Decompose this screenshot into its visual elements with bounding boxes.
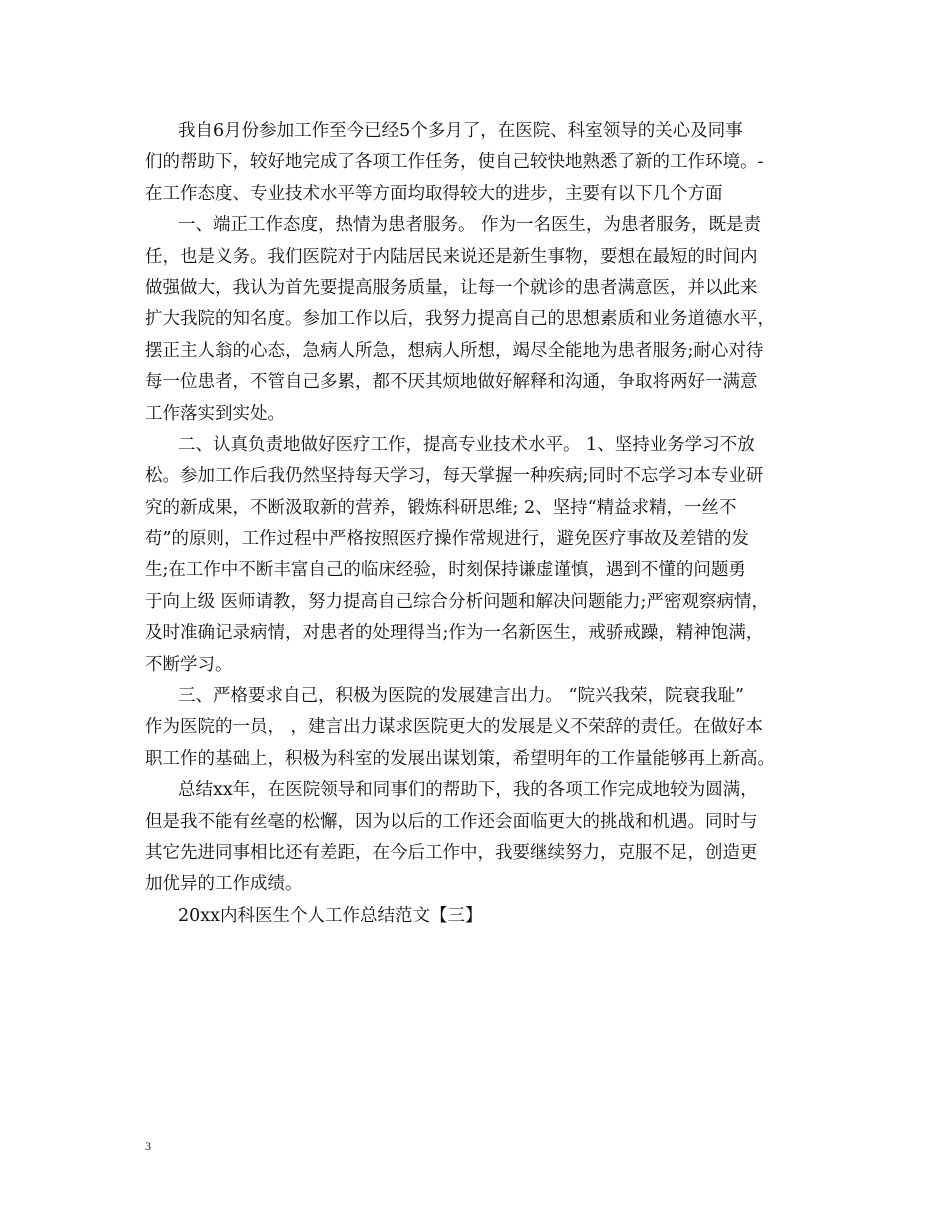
paragraph-2-line-1: 一、端正工作态度，热情为患者服务。 作为一名医生，为患者服务，既是责 xyxy=(178,215,762,236)
paragraph-4-line-2: 作为医院的一员， ，建言出力谋求医院更大的发展是义不荣辞的责任。在做好本 xyxy=(145,717,764,738)
section-heading: 20xx内科医生个人工作总结范文【三】 xyxy=(178,905,483,926)
paragraph-3-line-1: 二、认真负责地做好医疗工作，提高专业技术水平。 1、坚持业务学习不放 xyxy=(178,434,755,455)
paragraph-2-line-4: 扩大我院的知名度。参加工作以后，我努力提高自己的思想素质和业务道德水平， xyxy=(145,309,775,330)
paragraph-3-line-3: 究的新成果，不断汲取新的营养，锻炼科研思维; 2、坚持“精益求精，一丝不 xyxy=(145,497,737,518)
paragraph-1-line-2: 们的帮助下，较好地完成了各项工作任务，使自己较快地熟悉了新的工作环境。- xyxy=(145,152,764,173)
paragraph-3-line-6: 于向上级 医师请教，努力提高自己综合分析问题和解决问题能力;严密观察病情， xyxy=(145,591,769,612)
paragraph-3-line-8: 不断学习。 xyxy=(145,654,233,675)
paragraph-5-line-2: 但是我不能有丝毫的松懈，因为以后的工作还会面临更大的挑战和机遇。同时与 xyxy=(145,811,758,832)
paragraph-5-line-3: 其它先进同事相比还有差距，在今后工作中，我要继续努力，克服不足，创造更 xyxy=(145,842,758,863)
paragraph-3-line-2: 松。参加工作后我仍然坚持每天学习，每天掌握一种疾病;同时不忘学习本专业研 xyxy=(145,466,764,487)
paragraph-2-line-7: 工作落实到实处。 xyxy=(145,403,285,424)
paragraph-5-line-4: 加优异的工作成绩。 xyxy=(145,874,303,895)
paragraph-2-line-5: 摆正主人翁的心态，急病人所急，想病人所想，竭尽全能地为患者服务;耐心对待 xyxy=(145,340,764,361)
paragraph-2-line-3: 做强做大，我认为首先要提高服务质量，让每一个就诊的患者满意医，并以此来 xyxy=(145,277,758,298)
paragraph-1-line-3: 在工作态度、专业技术水平等方面均取得较大的进步，主要有以下几个方面 xyxy=(145,183,723,204)
paragraph-5-line-1: 总结xx年，在医院领导和同事们的帮助下，我的各项工作完成地较为圆满， xyxy=(178,780,758,801)
paragraph-3-line-4: 苟”的原则，工作过程中严格按照医疗操作常规进行，避免医疗事故及差错的发 xyxy=(145,529,749,550)
page-number: 3 xyxy=(145,1139,151,1153)
paragraph-4-line-3: 职工作的基础上，积极为科室的发展出谋划策，希望明年的工作量能够再上新高。 xyxy=(145,748,775,769)
paragraph-3-line-7: 及时准确记录病情，对患者的处理得当;作为一名新医生，戒骄戒躁，精神饱满， xyxy=(145,623,764,644)
document-body xyxy=(145,116,817,932)
paragraph-1-line-1: 我自6月份参加工作至今已经5个多月了，在医院、科室领导的关心及同事 xyxy=(178,121,743,141)
paragraph-2-line-6: 每一位患者，不管自己多累，都不厌其烦地做好解释和沟通，争取将两好一满意 xyxy=(145,372,758,393)
paragraph-4-line-1: 三、严格要求自己，积极为医院的发展建言出力。 “院兴我荣，院衰我耻” xyxy=(178,686,744,707)
paragraph-2-line-2: 任，也是义务。我们医院对于内陆居民来说还是新生事物，要想在最短的时间内 xyxy=(145,246,758,267)
paragraph-3-line-5: 生;在工作中不断丰富自己的临床经验，时刻保持谦虚谨慎，遇到不懂的问题勇 xyxy=(145,560,746,581)
